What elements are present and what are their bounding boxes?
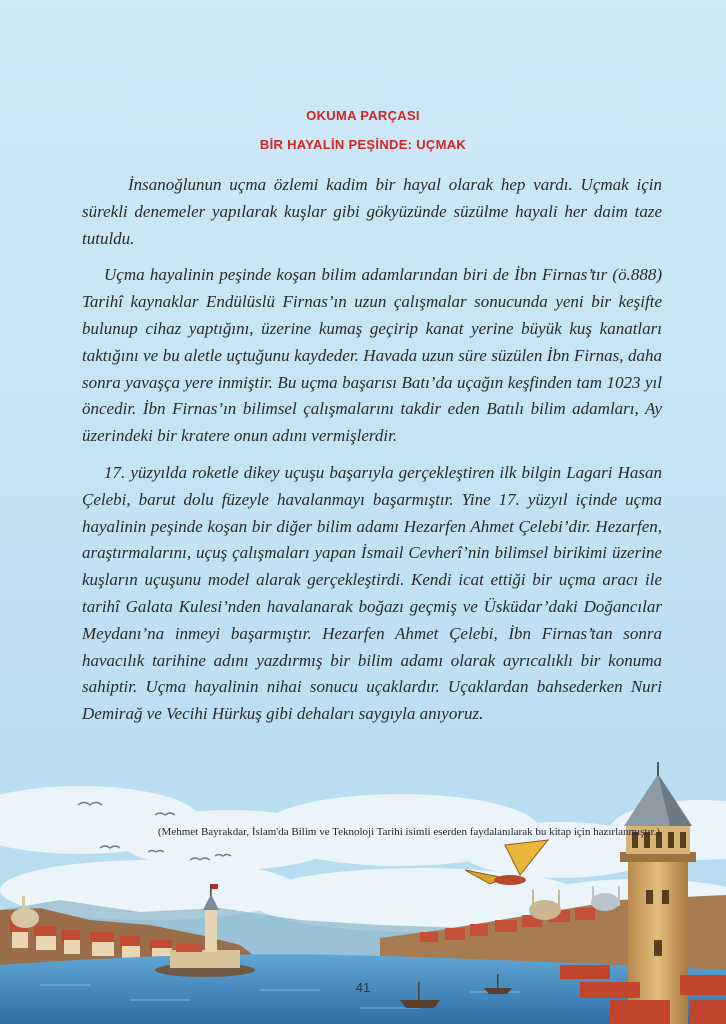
section-label: OKUMA PARÇASI [306, 108, 420, 123]
source-citation: (Mehmet Bayrakdar, İslam'da Bilim ve Teknoloji Tarihi isimli eserden faydalanılarak bu kitap için hazırlanmıştır.) [157, 826, 660, 838]
paragraph-2: Uçma hayalinin peşinde koşan bilim adamlarından biri de İbn Firnas’tır (ö.888) Tarihî kaynaklar Endülüslü Firnas’ın uzun çalışmalar sonucunda yeni bir keşifte bulunup cihaz yaptığını, üzerine kumaş geçirip kanat yerine büyük kuş kanatları taktığını ve bu aletle uçtuğunu kaydeder. Havada uzun süre süzülen İbn Firnas, daha sonra yavaşça yere inmiştir. Bu uçma başarısı Batı’da uçağın keşfinden tam 1023 yıl öncedir. İbn Firnas’ın bilimsel çalışmalarını takdir eden Batılı bilim adamları, Ay üzerindeki bir kratere onun adını vermişlerdir. [82, 265, 662, 446]
paragraph-3: 17. yüzyılda roketle dikey uçuşu başarıyla gerçekleştiren ilk bilgin Lagari Hasan Çelebi, barut dolu füzeyle havalanmayı başarmıştır. Yine 17. yüzyıl içinde uçma hayalinin peşinde koşan bir diğer bilim adamı Hezarfen Ahmet Çelebi’dir. Hezarfen, araştırmalarını, uçuş çalışmaları yapan İsmail Cevherî’nin bilimsel birikimi üzerine kuşların uçuşunu model alarak gerçekleştirdi. Kendi icat ettiği bir uçma aracı ile tarihî Galata Kulesi’nden havalanarak boğazı geçmiş ve Üsküdar’daki Doğancılar Meydanı’na inmeyi başarmıştır. Hezarfen Ahmet Çelebi, İbn Firnas’tan sonra havacılık tarihine adını yazdırmış bir bilim adamı olarak ayrıcalıklı bir konuma sahiptir. Uçma hayalinin nihai sonucu uçaklardır. Uçaklardan bahsederken Nuri Demirağ ve Vecihi Hürkuş gibi dehaları saygıyla anıyoruz. [82, 462, 662, 724]
page-number: 41 [355, 980, 371, 995]
reading-text [82, 172, 662, 738]
paragraph-1: İnsanoğlunun uçma özlemi kadim bir hayal olarak hep vardı. Uçmak için sürekli denemeler yapılarak kuşlar gibi gökyüzünde süzülme hayali her daim taze tutuldu. [82, 175, 662, 248]
page-title: BİR HAYALİN PEŞİNDE: UÇMAK [259, 137, 467, 152]
